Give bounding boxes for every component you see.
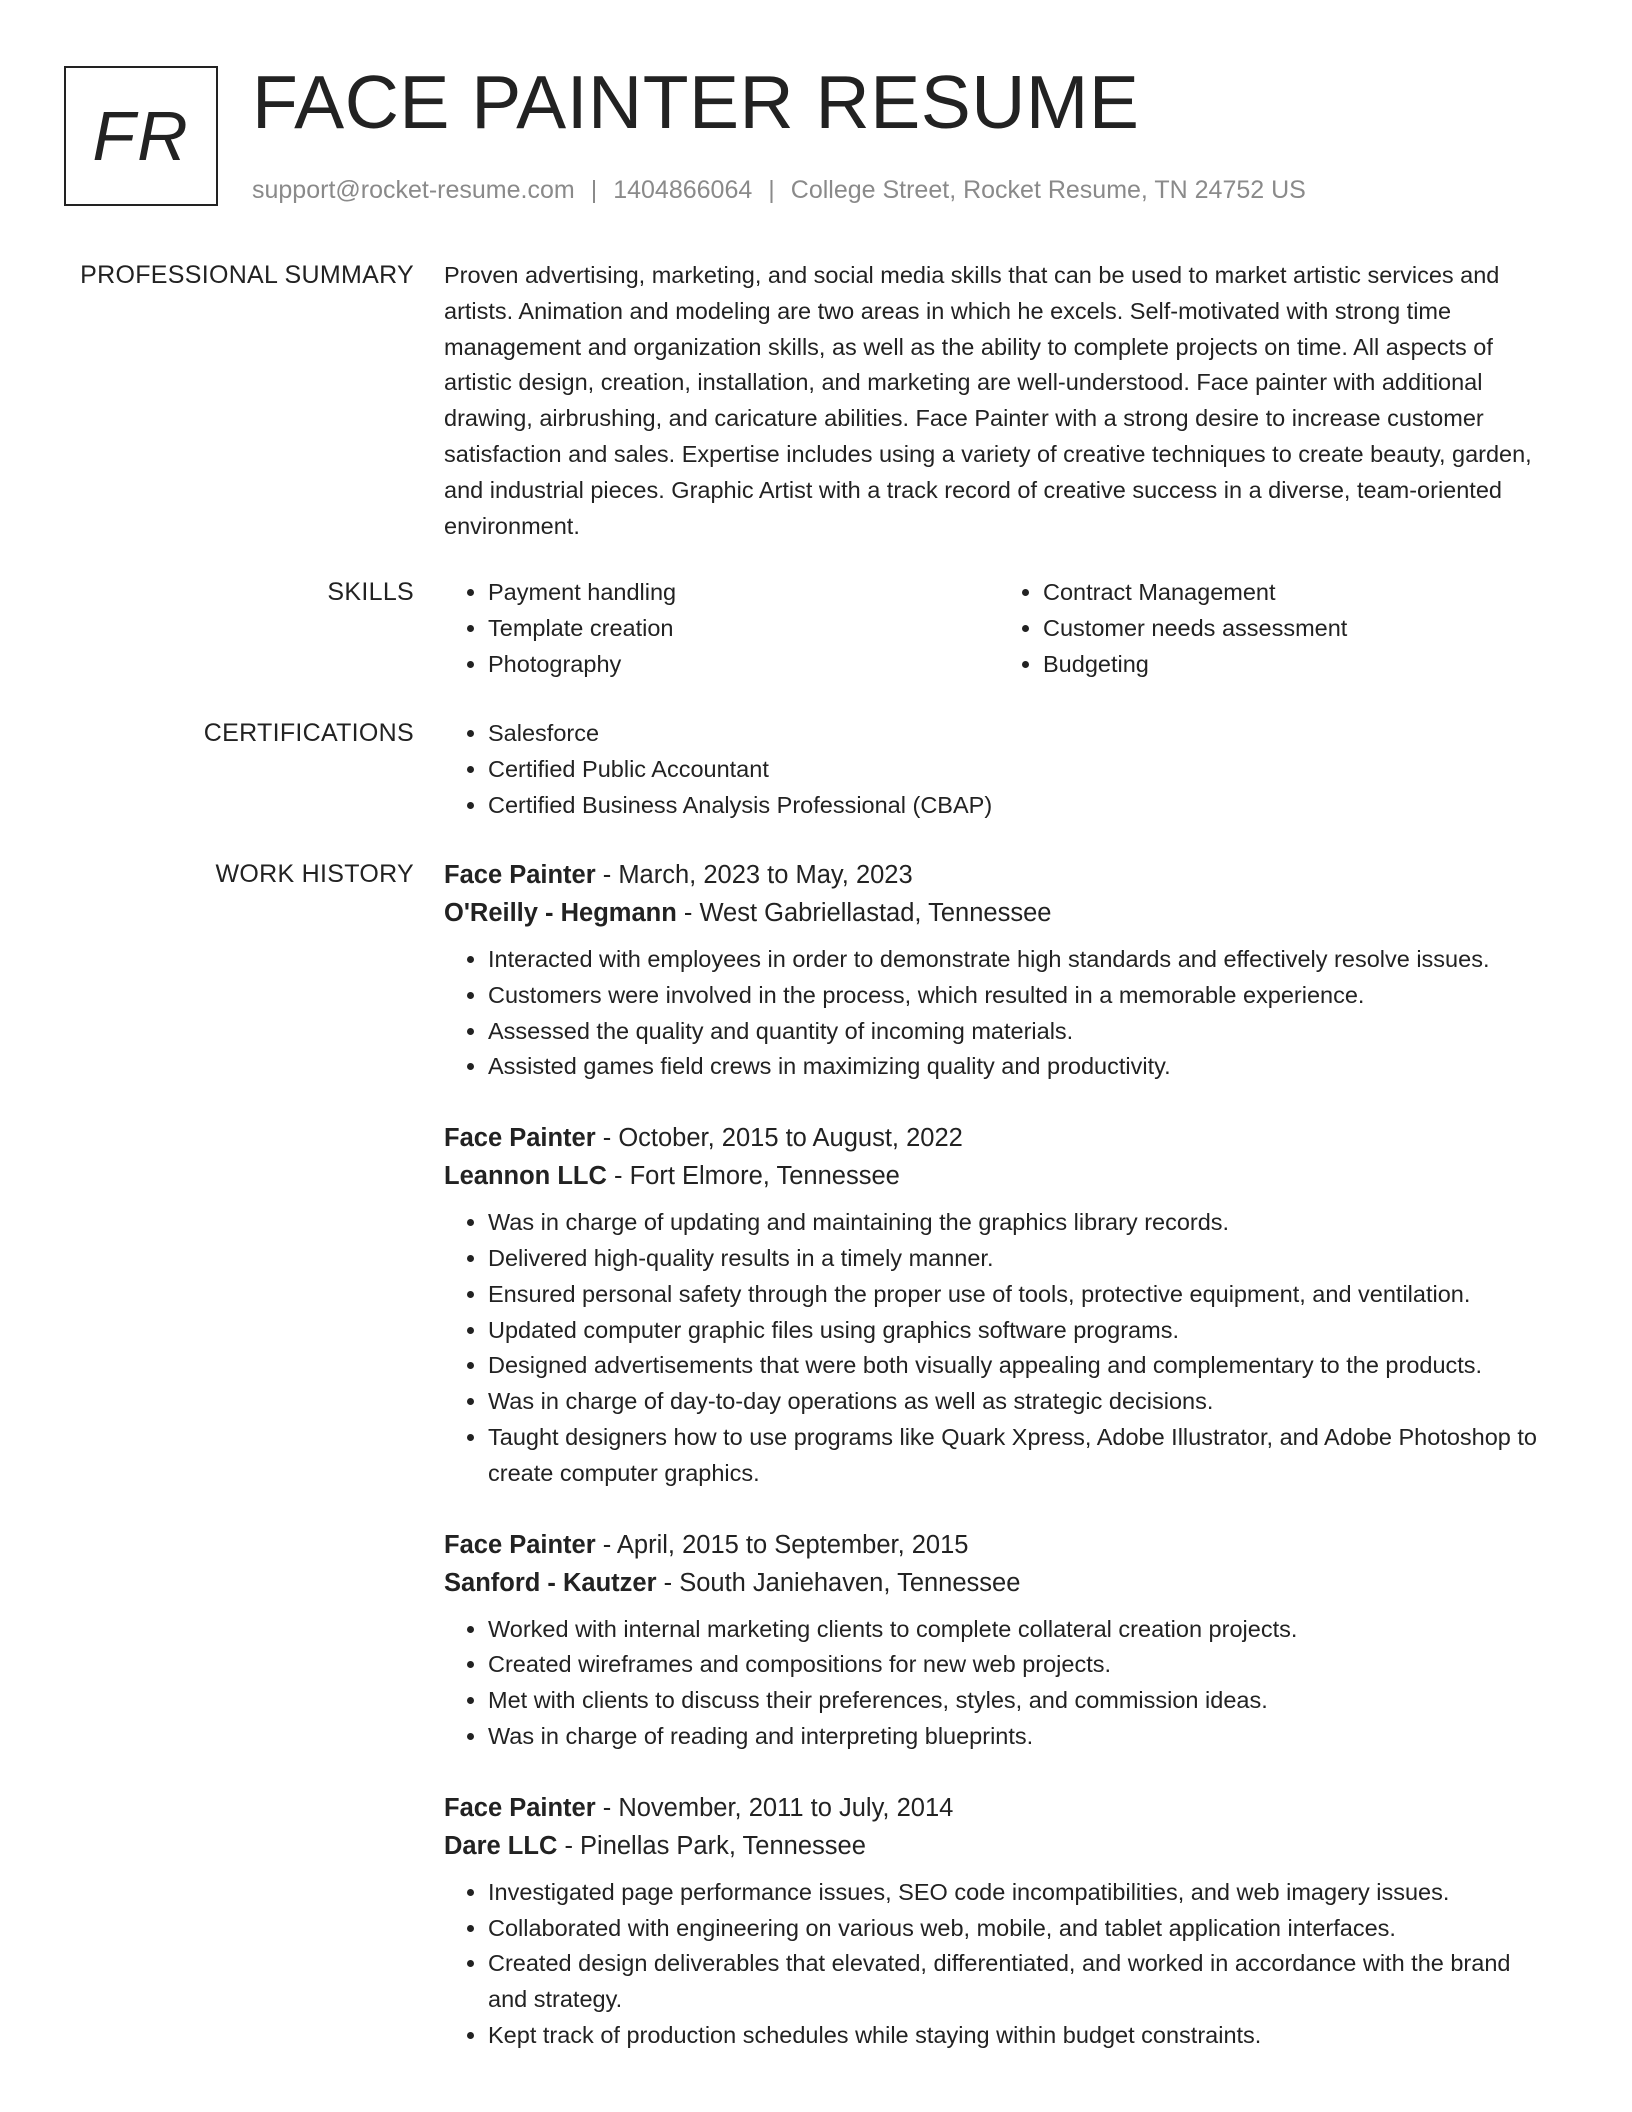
job-duty: • Customers were involved in the process, which resulted in a memorable experience. (488, 978, 1554, 1014)
job-location: - Pinellas Park, Tennessee (557, 1831, 866, 1860)
section-label-work-history: WORK HISTORY (215, 860, 414, 888)
job-duty: • Updated computer graphic files using graphics software programs. (488, 1313, 1554, 1349)
job-title-line (444, 1526, 1554, 1564)
job-title: Face Painter (444, 1530, 596, 1559)
job-duties-list (444, 1612, 1554, 1755)
contact-line (252, 174, 1306, 206)
job-company-line (444, 1827, 1554, 1865)
job-company: Leannon LLC (444, 1162, 607, 1191)
job-title-line (444, 1119, 1554, 1157)
job-duties-list (444, 1875, 1554, 2054)
resume-title: FACE PAINTER RESUME (252, 60, 1140, 144)
job-duty: • Collaborated with engineering on various web, mobile, and tablet application interfaces. (488, 1911, 1554, 1947)
job-duty: • Investigated page performance issues, SEO code incompatibilities, and web imagery issues. (488, 1875, 1554, 1911)
skill-item: • Contract Management (1043, 575, 1554, 611)
job-title-line (444, 1789, 1554, 1827)
job-company: O'Reilly - Hegmann (444, 899, 677, 927)
job-company-line (444, 894, 1554, 932)
job-dates: - November, 2011 to July, 2014 (595, 1793, 954, 1822)
job-dates: - March, 2023 to May, 2023 (595, 861, 913, 889)
skills-list-right (999, 575, 1554, 682)
certification-item: • Certified Business Analysis Professional (CBAP) (488, 788, 1554, 824)
job-duty: • Interacted with employees in order to demonstrate high standards and effectively resolve issues. (488, 942, 1554, 978)
job-duty: • Was in charge of reading and interpreting blueprints. (488, 1719, 1554, 1755)
job-entry (444, 856, 1554, 1085)
job-dates: - April, 2015 to September, 2015 (595, 1530, 969, 1559)
summary-text: Proven advertising, marketing, and social media skills that can be used to market artistic services and artists. Animation and modeling are two areas in which he excels. Self-motivated with strong time management and organization skills, as well as the ability to complete projects on time. All aspects of artistic design, creation, installation, and marketing are well-understood. Face painter with additional drawing, airbrushing, and caricature abilities. Face Painter with a strong desire to increase customer satisfaction and sales. Expertise includes using a variety of creative techniques to create beauty, garden, and industrial pieces. Graphic Artist with a track record of creative success in a diverse, team-oriented environment. (444, 262, 1532, 539)
job-location: - West Gabriellastad, Tennessee (676, 899, 1052, 927)
contact-separator: | (768, 176, 775, 204)
job-duty: • Was in charge of day-to-day operations as well as strategic decisions. (488, 1384, 1554, 1420)
job-duty: • Delivered high-quality results in a timely manner. (488, 1241, 1554, 1277)
job-title: Face Painter (444, 1793, 596, 1822)
job-duty: • Created design deliverables that elevated, differentiated, and worked in accordance with the brand and strategy. (488, 1946, 1554, 2018)
job-duties-list (444, 942, 1554, 1085)
contact-email: support@rocket-resume.com (252, 176, 575, 204)
skill-item: • Photography (488, 647, 999, 683)
section-label-skills: SKILLS (327, 578, 414, 606)
certification-item: • Certified Public Accountant (488, 752, 1554, 788)
job-duty: • Created wireframes and compositions for new web projects. (488, 1647, 1554, 1683)
contact-separator: | (590, 176, 598, 204)
job-location: - South Janiehaven, Tennessee (656, 1568, 1021, 1597)
skill-item: • Customer needs assessment (1043, 611, 1554, 647)
section-label-certifications: CERTIFICATIONS (203, 719, 414, 747)
job-duty: • Taught designers how to use programs like Quark Xpress, Adobe Illustrator, and Adobe Photoshop to create computer graphics. (488, 1420, 1554, 1492)
job-entry (444, 1526, 1554, 1755)
contact-phone: 1404866064 (613, 176, 753, 204)
job-duty: • Assessed the quality and quantity of incoming materials. (488, 1014, 1554, 1050)
job-company-line (444, 1564, 1554, 1602)
job-duties-list (444, 1205, 1554, 1491)
skill-item: • Budgeting (1043, 647, 1554, 683)
job-entry (444, 1789, 1554, 2054)
certification-item: • Salesforce (488, 716, 1554, 752)
job-dates: - October, 2015 to August, 2022 (595, 1124, 963, 1153)
job-duty: • Worked with internal marketing clients to complete collateral creation projects. (488, 1612, 1554, 1648)
job-duty: • Met with clients to discuss their preferences, styles, and commission ideas. (488, 1683, 1554, 1719)
job-duty: • Was in charge of updating and maintaining the graphics library records. (488, 1205, 1554, 1241)
monogram-logo: FR (64, 66, 218, 206)
section-label-summary: PROFESSIONAL SUMMARY (80, 261, 414, 289)
job-duty: • Assisted games field crews in maximizing quality and productivity. (488, 1049, 1554, 1085)
skill-item: • Payment handling (488, 575, 999, 611)
job-entry (444, 1119, 1554, 1491)
job-title: Face Painter (444, 861, 596, 889)
job-company-line (444, 1157, 1554, 1195)
certifications-list (444, 716, 1554, 823)
skills-list-left (444, 575, 999, 682)
job-title-line (444, 856, 1554, 894)
job-location: - Fort Elmore, Tennessee (606, 1162, 900, 1191)
jobs-list (444, 856, 1554, 2088)
contact-address: College Street, Rocket Resume, TN 24752 US (790, 176, 1306, 204)
skill-item: • Template creation (488, 611, 999, 647)
job-company: Sanford - Kautzer (444, 1568, 657, 1597)
job-company: Dare LLC (444, 1831, 558, 1860)
job-duty: • Kept track of production schedules while staying within budget constraints. (488, 2018, 1554, 2054)
job-duty: • Designed advertisements that were both visually appealing and complementary to the products. (488, 1348, 1554, 1384)
skills-columns (444, 575, 1554, 682)
job-title: Face Painter (444, 1124, 596, 1153)
job-duty: • Ensured personal safety through the proper use of tools, protective equipment, and ventilation. (488, 1277, 1554, 1313)
